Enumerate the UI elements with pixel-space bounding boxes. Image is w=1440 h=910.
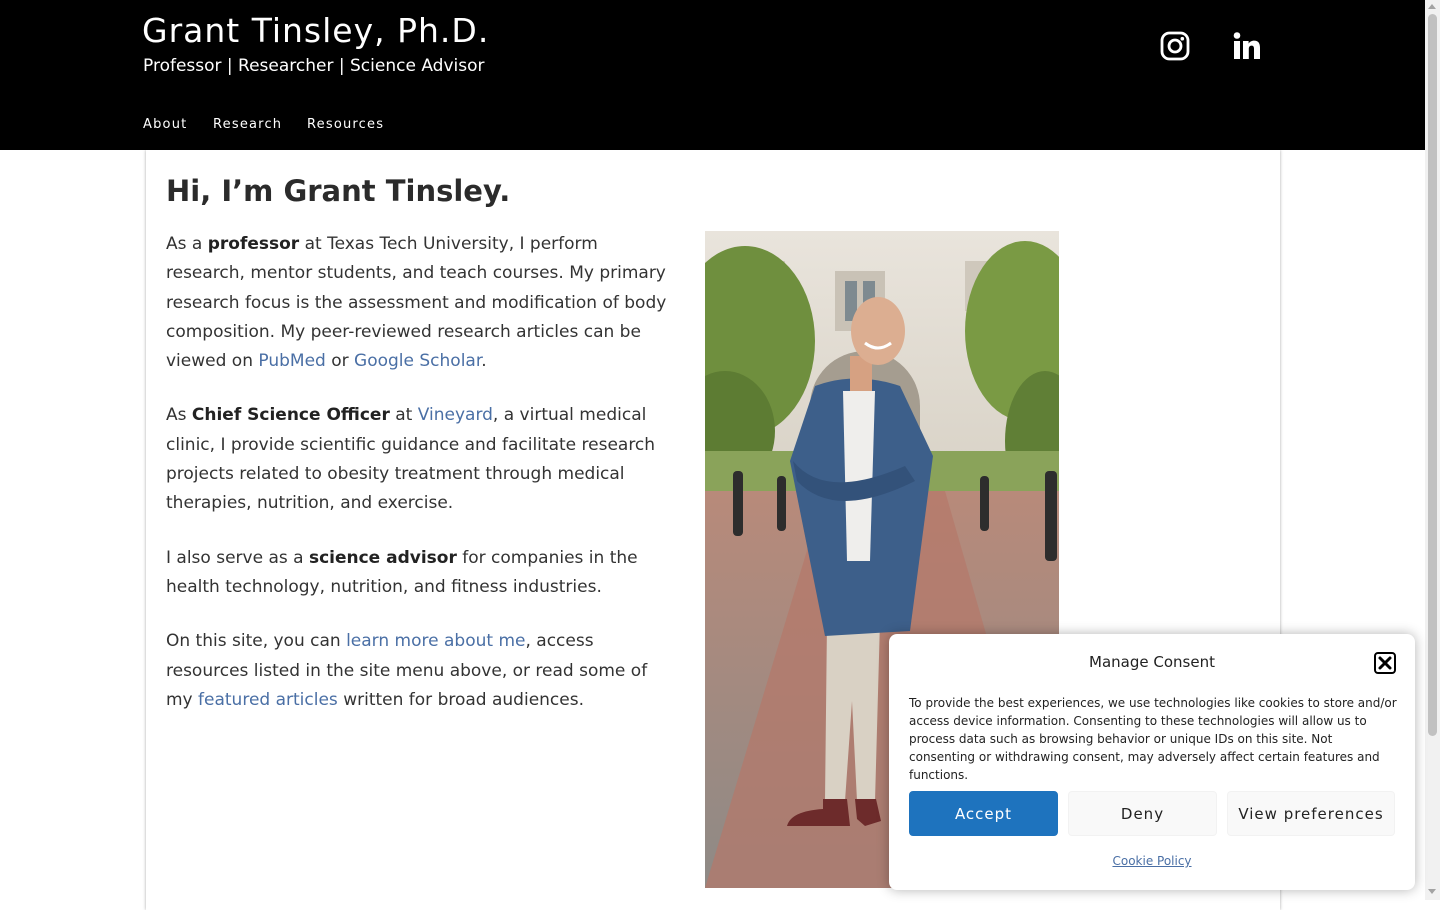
consent-title: Manage Consent bbox=[1089, 653, 1215, 671]
paragraph-professor bbox=[166, 230, 671, 376]
text: or bbox=[325, 351, 355, 372]
text: at bbox=[389, 405, 418, 426]
instagram-icon[interactable] bbox=[1159, 30, 1191, 62]
featured-articles-link[interactable]: featured articles bbox=[198, 689, 338, 710]
bold-text: professor bbox=[207, 234, 300, 254]
linkedin-icon[interactable] bbox=[1231, 30, 1263, 62]
consent-message: To provide the best experiences, we use technologies like cookies to store and/or access device information. Consenting to these technologies will allow us to process data such as browsing behavior or unique IDs on this site. Not consenting or withdrawing consent, may adversely affect certain features and functions. bbox=[909, 696, 1397, 782]
text: written for broad audiences. bbox=[337, 689, 584, 710]
page-heading: Hi, I’m Grant Tinsley. bbox=[166, 174, 511, 208]
accept-button[interactable]: Accept bbox=[909, 791, 1058, 836]
site-tagline: Professor | Researcher | Science Advisor bbox=[143, 56, 485, 76]
scrollbar-thumb[interactable] bbox=[1428, 14, 1437, 736]
about-me-link[interactable]: learn more about me bbox=[346, 631, 526, 652]
paragraph-advisor bbox=[166, 544, 671, 603]
vineyard-link[interactable]: Vineyard bbox=[417, 405, 493, 426]
site-title[interactable]: Grant Tinsley, Ph.D. bbox=[142, 11, 490, 50]
bold-text: Chief Science Officer bbox=[191, 405, 390, 426]
deny-button[interactable]: Deny bbox=[1068, 791, 1217, 836]
site-header bbox=[0, 0, 1425, 150]
text: for companies in the health technology, nutrition, and fitness industries. bbox=[166, 547, 638, 597]
text: On this site, you can bbox=[166, 631, 347, 652]
nav-item-research[interactable]: Research bbox=[213, 117, 283, 132]
text: As bbox=[166, 405, 192, 426]
paragraph-cso bbox=[166, 401, 671, 518]
scrollbar[interactable] bbox=[1425, 0, 1440, 900]
text: As a bbox=[166, 234, 208, 254]
text: . bbox=[481, 351, 487, 372]
close-icon[interactable] bbox=[1374, 652, 1396, 674]
nav-item-about[interactable]: About bbox=[143, 117, 188, 132]
intro-text bbox=[166, 230, 671, 740]
text: I also serve as a bbox=[166, 547, 309, 568]
scroll-down-icon[interactable] bbox=[1428, 889, 1436, 894]
text: at Texas Tech University, I perform research, mentor students, and teach courses. My primary research focus is the assessment and modification of body composition. My peer-reviewed research articles can be viewed on bbox=[166, 234, 667, 372]
google-scholar-link[interactable]: Google Scholar bbox=[354, 351, 482, 372]
view-preferences-button[interactable]: View preferences bbox=[1227, 791, 1395, 836]
paragraph-site bbox=[166, 627, 671, 715]
pubmed-link[interactable]: PubMed bbox=[258, 351, 326, 372]
cookie-policy-link[interactable]: Cookie Policy bbox=[1112, 854, 1192, 868]
nav-item-resources[interactable]: Resources bbox=[307, 117, 385, 132]
cookie-consent-dialog bbox=[889, 634, 1415, 890]
text: , access resources listed in the site menu above, or read some of my bbox=[166, 631, 648, 710]
scroll-up-icon[interactable] bbox=[1428, 4, 1436, 9]
text: , a virtual medical clinic, I provide scientific guidance and facilitate research projects related to obesity treatment through medical therapies, nutrition, and exercise. bbox=[166, 405, 656, 514]
bold-text: science advisor bbox=[308, 547, 457, 568]
